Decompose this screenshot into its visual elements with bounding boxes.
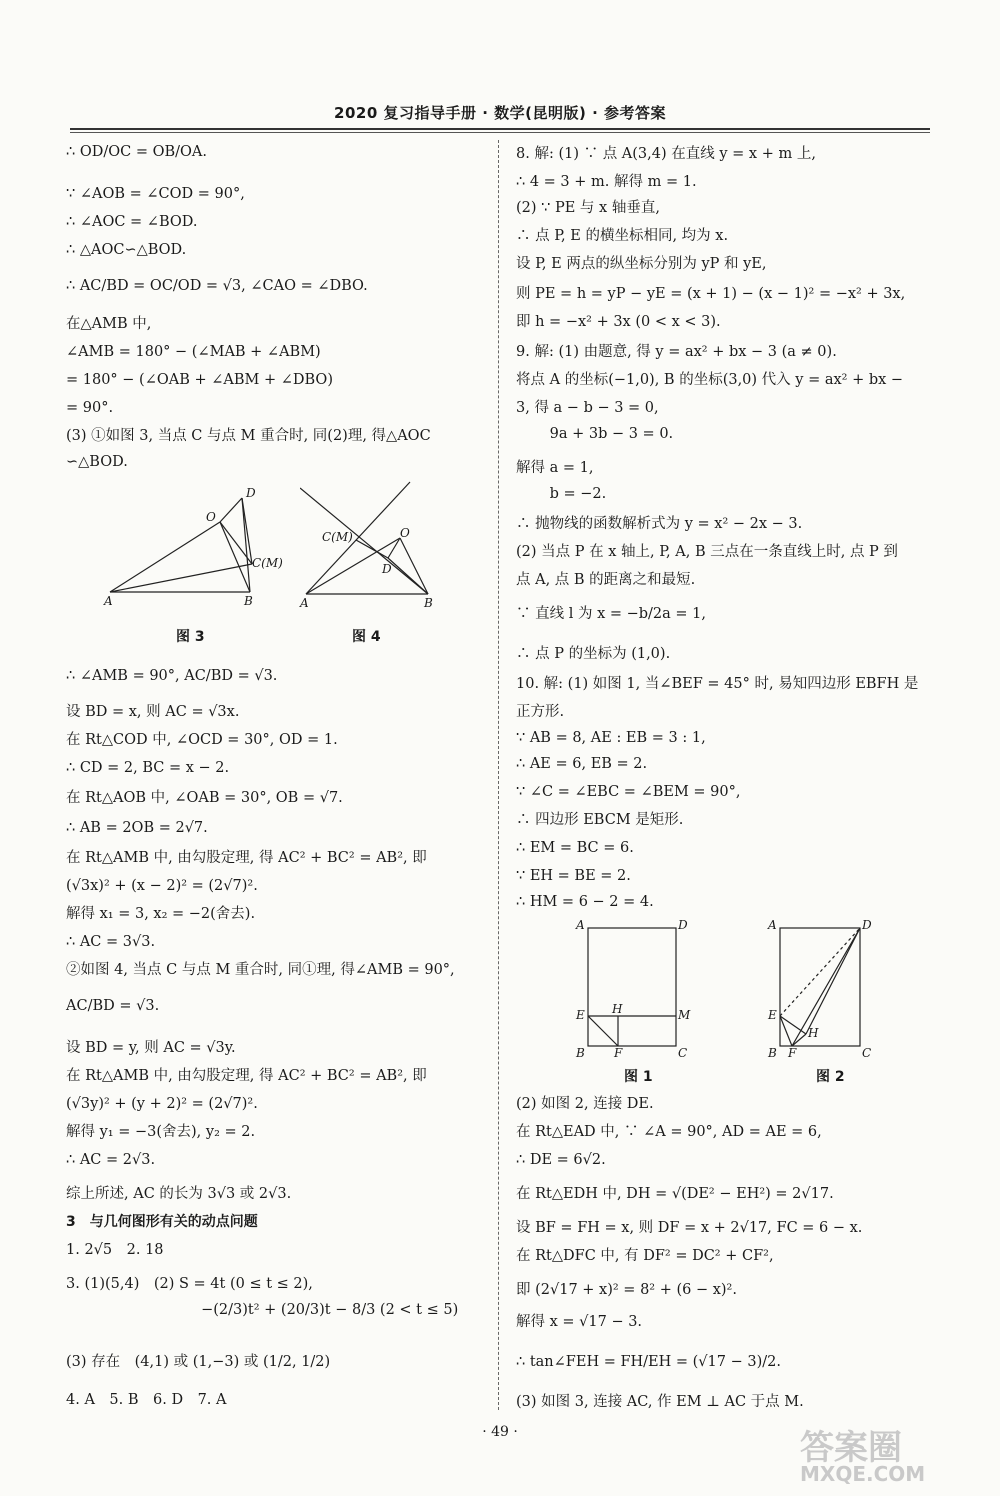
fig2-label-a: A bbox=[768, 918, 777, 932]
text-line: b = −2. bbox=[516, 486, 607, 502]
text-line: ∴ AE = 6, EB = 2. bbox=[516, 756, 648, 772]
figure-3 bbox=[102, 480, 292, 620]
figure-2 bbox=[764, 918, 874, 1058]
text-line: 10. 解: (1) 如图 1, 当∠BEF = 45° 时, 易知四边形 EBFH 是 bbox=[516, 676, 919, 692]
figure-2-svg bbox=[764, 918, 874, 1058]
text-line: (3) ①如图 3, 当点 C 与点 M 重合时, 同(2)理, 得△AOC bbox=[66, 428, 431, 444]
text-line: 解得 y₁ = −3(舍去), y₂ = 2. bbox=[66, 1124, 256, 1140]
fig1-label-d: D bbox=[678, 918, 688, 932]
text-line: 4. A 5. B 6. D 7. A bbox=[66, 1392, 227, 1408]
text-line: ∴ 点 P 的坐标为 (1,0). bbox=[516, 646, 671, 662]
text-line: ∴ ∠AMB = 90°, AC/BD = √3. bbox=[66, 668, 278, 684]
text-line: 设 BF = FH = x, 则 DF = x + 2√17, FC = 6 − x. bbox=[516, 1220, 863, 1236]
text-line: 9a + 3b − 3 = 0. bbox=[516, 426, 674, 442]
text-line: 解得 a = 1, bbox=[516, 460, 594, 476]
text-line: (3) 如图 3, 连接 AC, 作 EM ⊥ AC 于点 M. bbox=[516, 1394, 804, 1410]
text-line: ∴ AC = 3√3. bbox=[66, 934, 156, 950]
fig3-label-o: O bbox=[206, 510, 216, 524]
fig2-edge-ed bbox=[780, 928, 860, 1016]
text-line: ∴ 四边形 EBCM 是矩形. bbox=[516, 812, 684, 828]
fig2-edge-df bbox=[792, 928, 860, 1046]
text-line: (2) ∵ PE 与 x 轴垂直, bbox=[516, 200, 660, 216]
figure-1 bbox=[568, 918, 691, 1060]
figure-3-svg bbox=[102, 480, 292, 620]
fig3-label-d: D bbox=[246, 486, 256, 500]
text-line: −(2/3)t² + (20/3)t − 8/3 (2 < t ≤ 5) bbox=[66, 1302, 459, 1318]
fig4-label-a: A bbox=[300, 596, 309, 610]
text-line: 即 h = −x² + 3x (0 < x < 3). bbox=[516, 314, 721, 330]
fig1-label-c: C bbox=[678, 1046, 688, 1060]
text-line: ∴ AB = 2OB = 2√7. bbox=[66, 820, 208, 836]
fig4-label-o: O bbox=[400, 526, 410, 540]
fig3-edge-od bbox=[220, 498, 242, 522]
text-line: ∴ 点 P, E 的横坐标相同, 均为 x. bbox=[516, 228, 729, 244]
text-line: ∴ tan∠FEH = FH/EH = (√17 − 3)/2. bbox=[516, 1354, 781, 1370]
page-number: · 49 · bbox=[482, 1424, 518, 1440]
fig4-label-d: D bbox=[382, 562, 392, 576]
watermark-url: MXQE.COM bbox=[800, 1462, 926, 1486]
fig1-label-e: E bbox=[576, 1008, 585, 1022]
fig2-label-b: B bbox=[768, 1046, 777, 1060]
fig1-label-b: B bbox=[576, 1046, 585, 1060]
text-line: 点 A, 点 B 的距离之和最短. bbox=[516, 572, 696, 588]
fig2-label-d: D bbox=[862, 918, 872, 932]
text-line: ②如图 4, 当点 C 与点 M 重合时, 同①理, 得∠AMB = 90°, bbox=[66, 962, 455, 978]
text-line: ∠AMB = 180° − (∠MAB + ∠ABM) bbox=[66, 344, 321, 360]
figure-4-caption: 图 4 bbox=[352, 629, 381, 645]
text-line: 将点 A 的坐标(−1,0), B 的坐标(3,0) 代入 y = ax² + bx − bbox=[516, 372, 904, 388]
text-line: = 180° − (∠OAB + ∠ABM + ∠DBO) bbox=[66, 372, 333, 388]
text-line: ∴ AC = 2√3. bbox=[66, 1152, 156, 1168]
fig2-edge-hf bbox=[792, 1034, 806, 1046]
figure-4-svg bbox=[300, 478, 440, 618]
text-line: AC/BD = √3. bbox=[66, 998, 160, 1014]
text-line: ∴ AC/BD = OC/OD = √3, ∠CAO = ∠DBO. bbox=[66, 278, 368, 294]
fig3-label-a: A bbox=[104, 594, 113, 608]
text-line: 设 P, E 两点的纵坐标分别为 yP 和 yE, bbox=[516, 256, 767, 272]
text-line: ∴ 4 = 3 + m. 解得 m = 1. bbox=[516, 174, 697, 190]
column-divider bbox=[498, 140, 499, 1410]
text-line: ∵ EH = BE = 2. bbox=[516, 868, 631, 884]
text-line: 解得 x₁ = 3, x₂ = −2(舍去). bbox=[66, 906, 256, 922]
text-line: 8. 解: (1) ∵ 点 A(3,4) 在直线 y = x + m 上, bbox=[516, 146, 816, 162]
text-line: 3, 得 a − b − 3 = 0, bbox=[516, 400, 659, 416]
fig2-label-f: F bbox=[788, 1046, 797, 1060]
fig3-label-b: B bbox=[244, 594, 253, 608]
text-line: 在 Rt△EDH 中, DH = √(DE² − EH²) = 2√17. bbox=[516, 1186, 834, 1202]
text-line: 在 Rt△DFC 中, 有 DF² = DC² + CF², bbox=[516, 1248, 774, 1264]
fig2-edge-dh bbox=[806, 928, 860, 1034]
text-line: 综上所述, AC 的长为 3√3 或 2√3. bbox=[66, 1186, 292, 1202]
header-rule-thin bbox=[70, 132, 930, 133]
text-line: 则 PE = h = yP − yE = (x + 1) − (x − 1)² = −x² + 3x, bbox=[516, 286, 906, 302]
text-line: ∽△BOD. bbox=[66, 454, 128, 470]
text-line: 即 (2√17 + x)² = 8² + (6 − x)². bbox=[516, 1282, 737, 1298]
text-line: ∴ ∠AOC = ∠BOD. bbox=[66, 214, 198, 230]
text-line: (√3x)² + (x − 2)² = (2√7)². bbox=[66, 878, 258, 894]
text-line: ∴ DE = 6√2. bbox=[516, 1152, 606, 1168]
figure-3-caption: 图 3 bbox=[176, 629, 205, 645]
text-line: 在 Rt△EAD 中, ∵ ∠A = 90°, AD = AE = 6, bbox=[516, 1124, 822, 1140]
text-line: ∴ OD/OC = OB/OA. bbox=[66, 144, 207, 160]
fig4-label-b: B bbox=[424, 596, 433, 610]
watermark-logo: 答案圈 bbox=[800, 1428, 902, 1468]
fig2-rect-abcd bbox=[780, 928, 860, 1046]
text-line: 3 与几何图形有关的动点问题 bbox=[66, 1214, 258, 1230]
text-line: ∴ CD = 2, BC = x − 2. bbox=[66, 760, 230, 776]
figure-1-svg bbox=[568, 918, 691, 1058]
text-line: 9. 解: (1) 由题意, 得 y = ax² + bx − 3 (a ≠ 0). bbox=[516, 344, 837, 360]
fig2-label-c: C bbox=[862, 1046, 872, 1060]
text-line: ∴ △AOC∽△BOD. bbox=[66, 242, 187, 258]
text-line: ∴ HM = 6 − 2 = 4. bbox=[516, 894, 654, 910]
text-line: ∵ ∠AOB = ∠COD = 90°, bbox=[66, 186, 245, 202]
fig1-label-f: F bbox=[614, 1046, 623, 1060]
text-line: ∴ EM = BC = 6. bbox=[516, 840, 634, 856]
text-line: 正方形. bbox=[516, 704, 565, 720]
page-header: 2020 复习指导手册 · 数学(昆明版) · 参考答案 bbox=[334, 104, 666, 122]
fig1-label-h: H bbox=[612, 1002, 623, 1016]
text-line: ∵ ∠C = ∠EBC = ∠BEM = 90°, bbox=[516, 784, 741, 800]
fig4-edge-cb-long bbox=[300, 488, 428, 594]
fig3-label-c: C(M) bbox=[252, 556, 283, 570]
text-line: 在 Rt△AMB 中, 由勾股定理, 得 AC² + BC² = AB², 即 bbox=[66, 1068, 427, 1084]
fig4-label-c: C(M) bbox=[322, 530, 353, 544]
text-line: 在△AMB 中, bbox=[66, 316, 152, 332]
text-line: (2) 如图 2, 连接 DE. bbox=[516, 1096, 654, 1112]
text-line: (2) 当点 P 在 x 轴上, P, A, B 三点在一条直线上时, 点 P 到 bbox=[516, 544, 898, 560]
text-line: ∵ 直线 l 为 x = −b/2a = 1, bbox=[516, 606, 707, 622]
fig4-edge-ob bbox=[400, 538, 428, 594]
text-line: 在 Rt△COD 中, ∠OCD = 30°, OD = 1. bbox=[66, 732, 338, 748]
figure-4 bbox=[300, 478, 440, 618]
figure-1-caption: 图 1 bbox=[624, 1069, 653, 1085]
text-line: 在 Rt△AMB 中, 由勾股定理, 得 AC² + BC² = AB², 即 bbox=[66, 850, 427, 866]
figure-2-caption: 图 2 bbox=[816, 1069, 845, 1085]
header-rule bbox=[70, 128, 930, 130]
text-line: 1. 2√5 2. 18 bbox=[66, 1242, 164, 1258]
fig1-label-m: M bbox=[678, 1008, 691, 1022]
fig1-edge-ef bbox=[588, 1016, 618, 1046]
text-line: = 90°. bbox=[66, 400, 114, 416]
text-line: 在 Rt△AOB 中, ∠OAB = 30°, OB = √7. bbox=[66, 790, 343, 806]
text-line: 3. (1)(5,4) (2) S = 4t (0 ≤ t ≤ 2), bbox=[66, 1276, 313, 1292]
text-line: ∵ AB = 8, AE : EB = 3 : 1, bbox=[516, 730, 706, 746]
text-line: 设 BD = x, 则 AC = √3x. bbox=[66, 704, 240, 720]
fig2-label-h: H bbox=[808, 1026, 819, 1040]
text-line: ∴ 抛物线的函数解析式为 y = x² − 2x − 3. bbox=[516, 516, 803, 532]
fig1-rect-abcd bbox=[588, 928, 676, 1046]
text-line: (√3y)² + (y + 2)² = (2√7)². bbox=[66, 1096, 258, 1112]
fig1-label-a: A bbox=[576, 918, 585, 932]
fig2-label-e: E bbox=[768, 1008, 777, 1022]
text-line: 设 BD = y, 则 AC = √3y. bbox=[66, 1040, 236, 1056]
text-line: (3) 存在 (4,1) 或 (1,−3) 或 (1/2, 1/2) bbox=[66, 1354, 331, 1370]
text-line: 解得 x = √17 − 3. bbox=[516, 1314, 643, 1330]
fig4-edge-db bbox=[388, 558, 428, 594]
